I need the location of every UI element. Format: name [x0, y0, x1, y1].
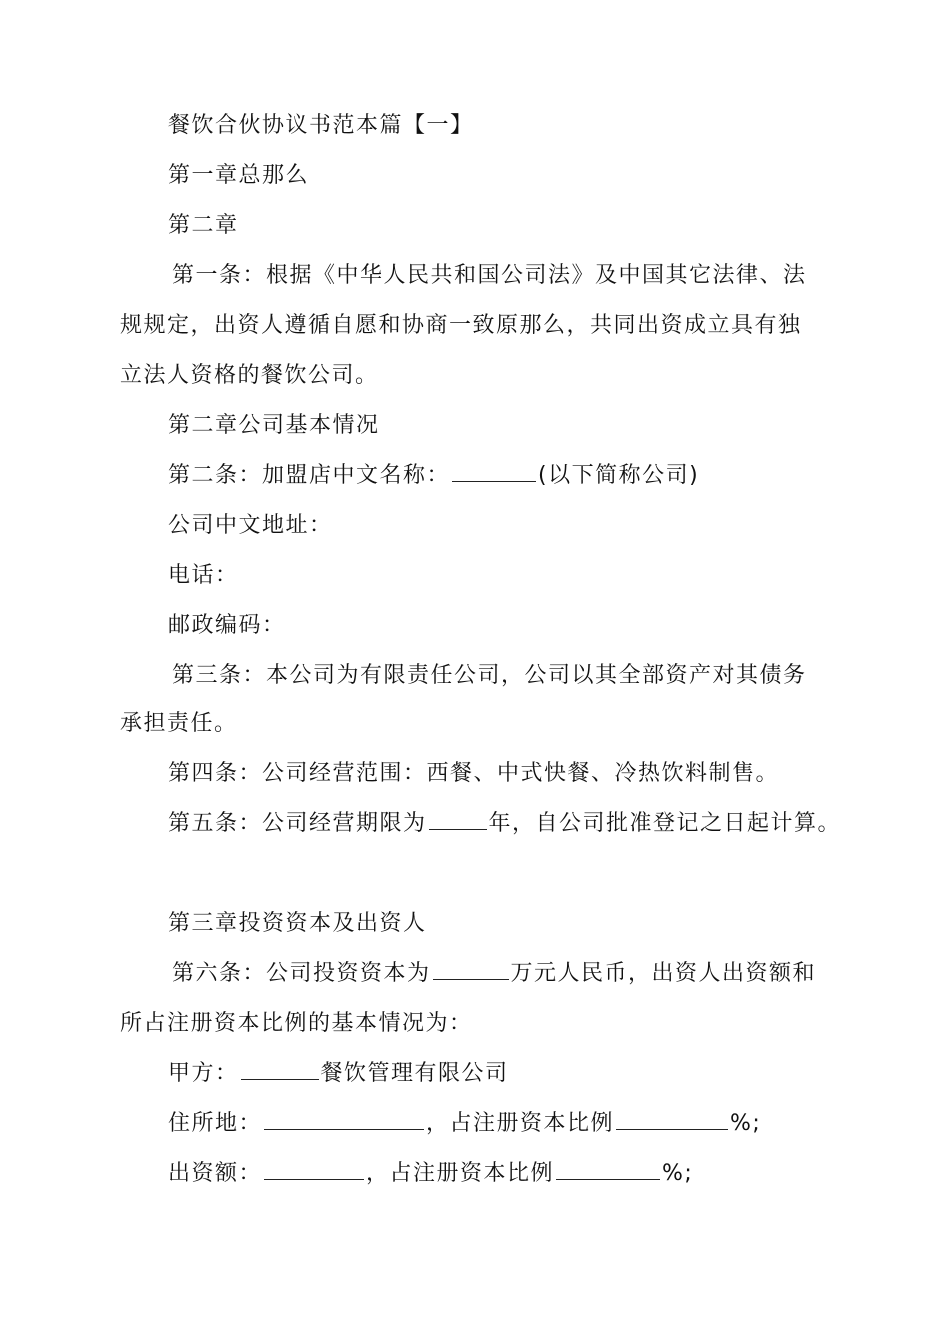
chapter-2-heading: 第二章公司基本情况 — [168, 413, 380, 438]
article-1-line-1: 第一条：根据《中华人民共和国公司法》及中国其它法律、法 — [172, 263, 807, 288]
article-1-line-2: 规规定，出资人遵循自愿和协商一致原那么，共同出资成立具有独 — [120, 313, 802, 338]
postcode-label: 邮政编码： — [168, 613, 286, 638]
article-1-line-3: 立法人资格的餐饮公司。 — [120, 363, 379, 388]
residence-middle: ，占注册资本比例 — [426, 1111, 615, 1136]
article-6-suffix: 万元人民币，出资人出资额和 — [510, 961, 817, 986]
capital-prefix: 出资额： — [168, 1161, 263, 1186]
phone-label: 电话： — [168, 563, 239, 588]
capital-blank — [433, 961, 509, 980]
article-6-line-1 — [172, 960, 816, 988]
document-title: 餐饮合伙协议书范本篇【一】 — [168, 113, 474, 138]
article-5 — [168, 810, 841, 838]
residence-prefix: 住所地： — [168, 1111, 263, 1136]
capital-amount-blank — [264, 1161, 364, 1180]
name-blank — [452, 463, 536, 482]
chapter-1-heading: 第一章总那么 — [168, 163, 310, 188]
capital-amount — [168, 1160, 693, 1188]
capital-middle: ，占注册资本比例 — [366, 1161, 555, 1186]
party-a-blank — [241, 1061, 319, 1080]
term-blank — [429, 811, 487, 830]
article-2 — [168, 462, 699, 490]
chapter-2-short-heading: 第二章 — [168, 213, 239, 238]
party-a — [168, 1060, 509, 1088]
residence — [168, 1110, 761, 1138]
article-3-line-2: 承担责任。 — [120, 711, 238, 736]
residence-suffix: %; — [730, 1111, 762, 1136]
residence-blank — [264, 1111, 424, 1130]
article-2-prefix: 第二条：加盟店中文名称： — [168, 463, 451, 488]
chapter-3-heading: 第三章投资资本及出资人 — [168, 911, 427, 936]
article-6-line-2: 所占注册资本比例的基本情况为： — [120, 1011, 473, 1036]
party-a-suffix: 餐饮管理有限公司 — [320, 1061, 509, 1086]
capital-ratio-blank — [556, 1161, 660, 1180]
article-3-line-1: 第三条：本公司为有限责任公司，公司以其全部资产对其债务 — [172, 663, 807, 688]
residence-ratio-blank — [616, 1111, 728, 1130]
article-6-prefix: 第六条：公司投资资本为 — [172, 961, 431, 986]
article-2-suffix: (以下简称公司) — [538, 463, 700, 488]
capital-suffix: %; — [662, 1161, 694, 1186]
article-5-suffix: 年，自公司批准登记之日起计算。 — [488, 811, 842, 836]
address-label: 公司中文地址： — [168, 513, 333, 538]
article-5-prefix: 第五条：公司经营期限为 — [168, 811, 427, 836]
article-4: 第四条：公司经营范围：西餐、中式快餐、冷热饮料制售。 — [168, 761, 780, 786]
party-a-prefix: 甲方： — [168, 1061, 239, 1086]
